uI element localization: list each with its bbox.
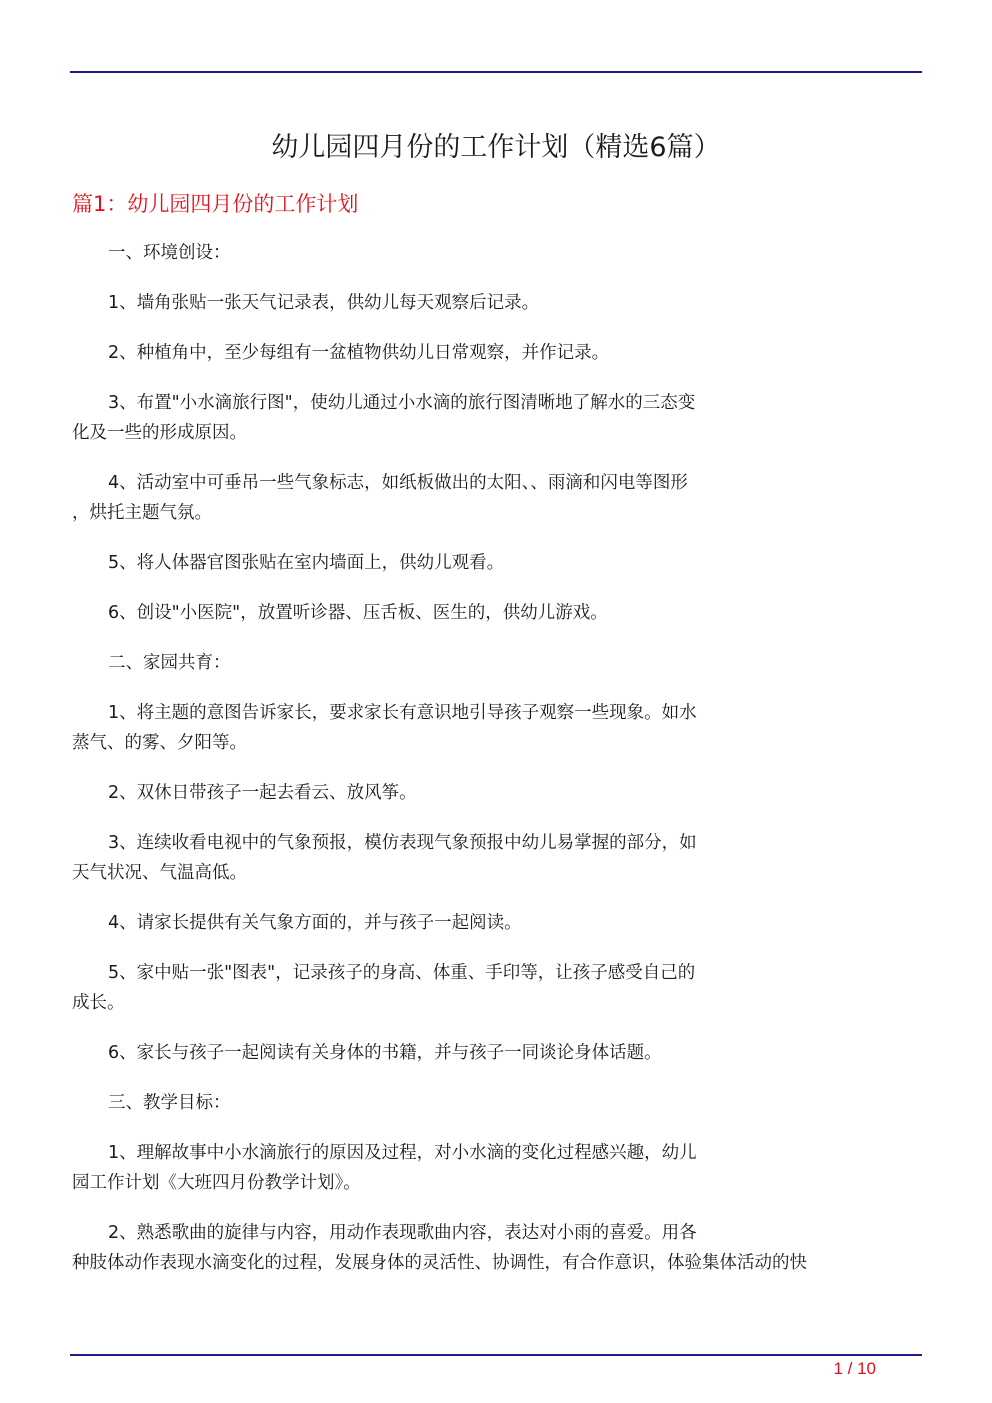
paragraph-line: 二、家园共育： <box>108 653 231 673</box>
paragraph-line: 6、家长与孩子一起阅读有关身体的书籍，并与孩子一同谈论身体话题。 <box>108 1043 662 1063</box>
paragraph-line: 成长。 <box>72 993 125 1013</box>
paragraph-line: 三、教学目标： <box>108 1093 231 1113</box>
paragraph-line: 5、家中贴一张"图表"，记录孩子的身高、体重、手印等，让孩子感受自己的 <box>108 963 696 983</box>
page-number: 1 / 10 <box>833 1359 876 1378</box>
paragraph-line: 5、将人体器官图张贴在室内墙面上，供幼儿观看。 <box>108 553 505 573</box>
paragraph-line: 1、将主题的意图告诉家长，要求家长有意识地引导孩子观察一些现象。如水 <box>108 703 697 723</box>
paragraph <box>72 648 922 678</box>
paragraph <box>72 238 922 268</box>
paragraph <box>72 908 922 938</box>
paragraph <box>72 388 922 448</box>
paragraph-line: 蒸气、的雾、夕阳等。 <box>72 733 247 753</box>
paragraph-line: 6、创设"小医院"，放置听诊器、压舌板、医生的，供幼儿游戏。 <box>108 603 608 623</box>
paragraph-line: 3、布置"小水滴旅行图"，使幼儿通过小水滴的旅行图清晰地了解水的三态变 <box>108 393 696 413</box>
paragraph <box>72 1038 922 1068</box>
paragraph-line: 1、理解故事中小水滴旅行的原因及过程，对小水滴的变化过程感兴趣，幼儿 <box>108 1143 697 1163</box>
paragraph <box>72 1138 922 1198</box>
paragraph-line: 1、墙角张贴一张天气记录表，供幼儿每天观察后记录。 <box>108 293 540 313</box>
paragraph <box>72 338 922 368</box>
paragraph <box>72 468 922 528</box>
paragraph <box>72 778 922 808</box>
paragraph-line: 种肢体动作表现水滴变化的过程，发展身体的灵活性、协调性，有合作意识，体验集体活动的快 <box>72 1253 807 1273</box>
paragraph <box>72 958 922 1018</box>
paragraph <box>72 698 922 758</box>
paragraph <box>72 1218 922 1278</box>
paragraph-line: 化及一些的形成原因。 <box>72 423 247 443</box>
paragraph-line: 3、连续收看电视中的气象预报，模仿表现气象预报中幼儿易掌握的部分，如 <box>108 833 697 853</box>
document-title: 幼儿园四月份的工作计划（精选6篇） <box>271 132 721 163</box>
footer-rule <box>70 1354 922 1356</box>
paragraph <box>72 1088 922 1118</box>
paragraph-line: 2、种植角中，至少每组有一盆植物供幼儿日常观察，并作记录。 <box>108 343 610 363</box>
document-body <box>72 238 922 1298</box>
paragraph-line: 4、请家长提供有关气象方面的，并与孩子一起阅读。 <box>108 913 522 933</box>
paragraph-line: 一、环境创设： <box>108 243 231 263</box>
paragraph-line: 2、熟悉歌曲的旋律与内容，用动作表现歌曲内容，表达对小雨的喜爱。用各 <box>108 1223 697 1243</box>
paragraph-line: 2、双休日带孩子一起去看云、放风筝。 <box>108 783 417 803</box>
section-heading: 篇1：幼儿园四月份的工作计划 <box>72 192 359 216</box>
paragraph-line: 园工作计划《大班四月份教学计划》。 <box>72 1173 361 1193</box>
paragraph <box>72 548 922 578</box>
paragraph-line: 天气状况、气温高低。 <box>72 863 247 883</box>
paragraph <box>72 598 922 628</box>
paragraph <box>72 288 922 318</box>
header-rule <box>70 71 922 73</box>
paragraph-line: 4、活动室中可垂吊一些气象标志，如纸板做出的太阳、、雨滴和闪电等图形 <box>108 473 688 493</box>
paragraph <box>72 828 922 888</box>
paragraph-line: ，烘托主题气氛。 <box>72 503 212 523</box>
